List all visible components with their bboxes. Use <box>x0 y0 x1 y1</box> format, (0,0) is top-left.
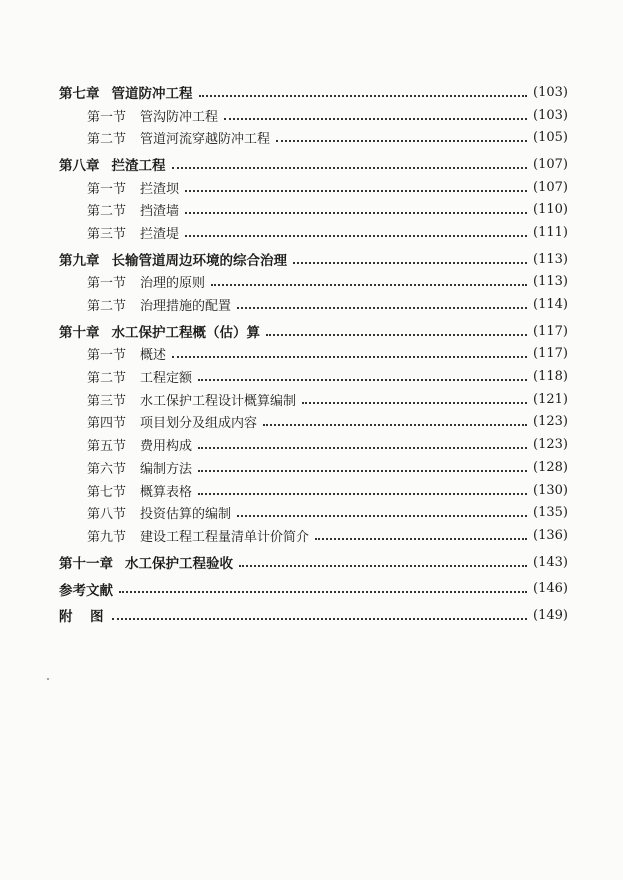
entry-label: 第四节 <box>87 416 127 432</box>
entry-page-number: (110) <box>533 202 568 218</box>
toc-section-entry <box>59 293 568 316</box>
leader-dots <box>199 94 528 97</box>
entry-title: 治理措施的配置 <box>140 299 232 315</box>
entry-title: 概述 <box>140 348 167 364</box>
toc-section-entry <box>59 343 568 366</box>
entry-title: 拦渣工程 <box>111 158 166 175</box>
leader-dots <box>315 537 527 540</box>
entry-label: 第三节 <box>87 226 127 242</box>
toc-section-entry <box>59 104 568 127</box>
leader-dots <box>198 492 527 495</box>
entry-page-number: (130) <box>533 482 568 498</box>
leader-dots <box>112 617 528 620</box>
entry-title: 概算表格 <box>140 484 193 500</box>
entry-title: 工程定额 <box>140 371 193 387</box>
entry-title: 费用构成 <box>140 439 193 455</box>
entry-title: 编制方法 <box>140 461 193 477</box>
leader-dots <box>185 234 527 237</box>
toc-section-entry <box>59 388 568 411</box>
leader-dots <box>266 333 527 336</box>
entry-page-number: (103) <box>533 107 568 123</box>
entry-page-number: (123) <box>533 414 568 430</box>
entry-page-number: (123) <box>533 437 568 453</box>
leader-dots <box>198 378 527 381</box>
entry-title: 建设工程工程量清单计价简介 <box>140 529 310 545</box>
entry-label: 第十章 <box>59 325 100 342</box>
toc-chapter-entry <box>59 320 568 343</box>
toc-chapter-entry <box>59 81 568 104</box>
entry-page-number: (114) <box>533 297 568 313</box>
entry-label: 第二节 <box>87 204 127 220</box>
entry-title: 管道河流穿越防冲工程 <box>140 132 271 148</box>
entry-title: 拦渣坝 <box>140 181 180 197</box>
toc-section-entry <box>59 271 568 294</box>
entry-title: 治理的原则 <box>140 276 206 292</box>
leader-dots <box>211 283 527 286</box>
toc-chapter-entry <box>59 248 568 271</box>
entry-page-number: (121) <box>533 391 568 407</box>
entry-label: 第一节 <box>87 276 127 292</box>
entry-title: 拦渣堤 <box>140 226 180 242</box>
entry-title: 水工保护工程设计概算编制 <box>140 393 297 409</box>
toc-section-entry <box>59 433 568 456</box>
entry-page-number: (105) <box>533 130 568 146</box>
entry-label: 第二节 <box>87 371 127 387</box>
entry-page-number: (128) <box>533 459 568 475</box>
entry-page-number: (149) <box>533 607 568 623</box>
leader-dots <box>185 211 527 214</box>
entry-label: 第七节 <box>87 484 127 500</box>
entry-page-number: (107) <box>533 179 568 195</box>
toc-chapter-entry <box>59 153 568 176</box>
entry-title: 参考文献 <box>59 582 113 599</box>
leader-dots <box>185 189 527 192</box>
leader-dots <box>172 355 527 358</box>
entry-page-number: (143) <box>533 554 568 570</box>
entry-label: 第二节 <box>87 132 127 148</box>
entry-label: 第七章 <box>59 86 100 103</box>
leader-dots <box>293 261 527 264</box>
entry-label: 第二节 <box>87 299 127 315</box>
entry-title: 管沟防冲工程 <box>140 109 219 125</box>
entry-page-number: (135) <box>533 505 568 521</box>
entry-page-number: (118) <box>533 369 568 385</box>
entry-label: 第一节 <box>87 109 127 125</box>
scan-speck <box>47 678 49 680</box>
leader-dots <box>237 306 527 309</box>
table-of-contents <box>59 81 568 627</box>
toc-chapter-entry <box>59 604 568 627</box>
entry-page-number: (107) <box>533 156 568 172</box>
toc-section-entry <box>59 456 568 479</box>
entry-page-number: (113) <box>533 274 568 290</box>
entry-page-number: (103) <box>533 84 568 100</box>
leader-dots <box>224 117 527 120</box>
toc-section-entry <box>59 501 568 524</box>
leader-dots <box>239 564 527 567</box>
toc-section-entry <box>59 365 568 388</box>
leader-dots <box>263 423 527 426</box>
entry-label: 第五节 <box>87 439 127 455</box>
leader-dots <box>119 590 527 593</box>
entry-title: 项目划分及组成内容 <box>140 416 258 432</box>
entry-label: 第六节 <box>87 461 127 477</box>
entry-page-number: (117) <box>533 346 568 362</box>
leader-dots <box>198 446 527 449</box>
toc-chapter-entry <box>59 551 568 574</box>
entry-label: 第九章 <box>59 253 100 270</box>
entry-label: 第一节 <box>87 181 127 197</box>
entry-page-number: (136) <box>533 527 568 543</box>
entry-page-number: (146) <box>533 581 568 597</box>
toc-section-entry <box>59 126 568 149</box>
leader-dots <box>172 166 528 169</box>
entry-page-number: (113) <box>533 251 568 267</box>
leader-dots <box>237 514 527 517</box>
entry-title: 附 图 <box>59 609 106 626</box>
entry-label: 第八章 <box>59 158 100 175</box>
entry-label: 第九节 <box>87 529 127 545</box>
entry-page-number: (111) <box>533 224 568 240</box>
entry-title: 挡渣墙 <box>140 204 180 220</box>
entry-title: 水工保护工程验收 <box>125 556 233 573</box>
entry-page-number: (117) <box>533 323 568 339</box>
toc-section-entry <box>59 198 568 221</box>
entry-title: 投资估算的编制 <box>140 507 232 523</box>
leader-dots <box>198 469 527 472</box>
toc-section-entry <box>59 411 568 434</box>
toc-section-entry <box>59 176 568 199</box>
entry-label: 第一节 <box>87 348 127 364</box>
leader-dots <box>276 139 527 142</box>
entry-title: 管道防冲工程 <box>111 86 193 103</box>
entry-title: 水工保护工程概（估）算 <box>111 325 260 342</box>
toc-section-entry <box>59 524 568 547</box>
entry-label: 第八节 <box>87 507 127 523</box>
entry-title: 长输管道周边环境的综合治理 <box>111 253 287 270</box>
toc-section-entry <box>59 221 568 244</box>
toc-section-entry <box>59 479 568 502</box>
toc-chapter-entry <box>59 577 568 600</box>
entry-label: 第三节 <box>87 393 127 409</box>
leader-dots <box>302 401 527 404</box>
entry-label: 第十一章 <box>59 556 113 573</box>
